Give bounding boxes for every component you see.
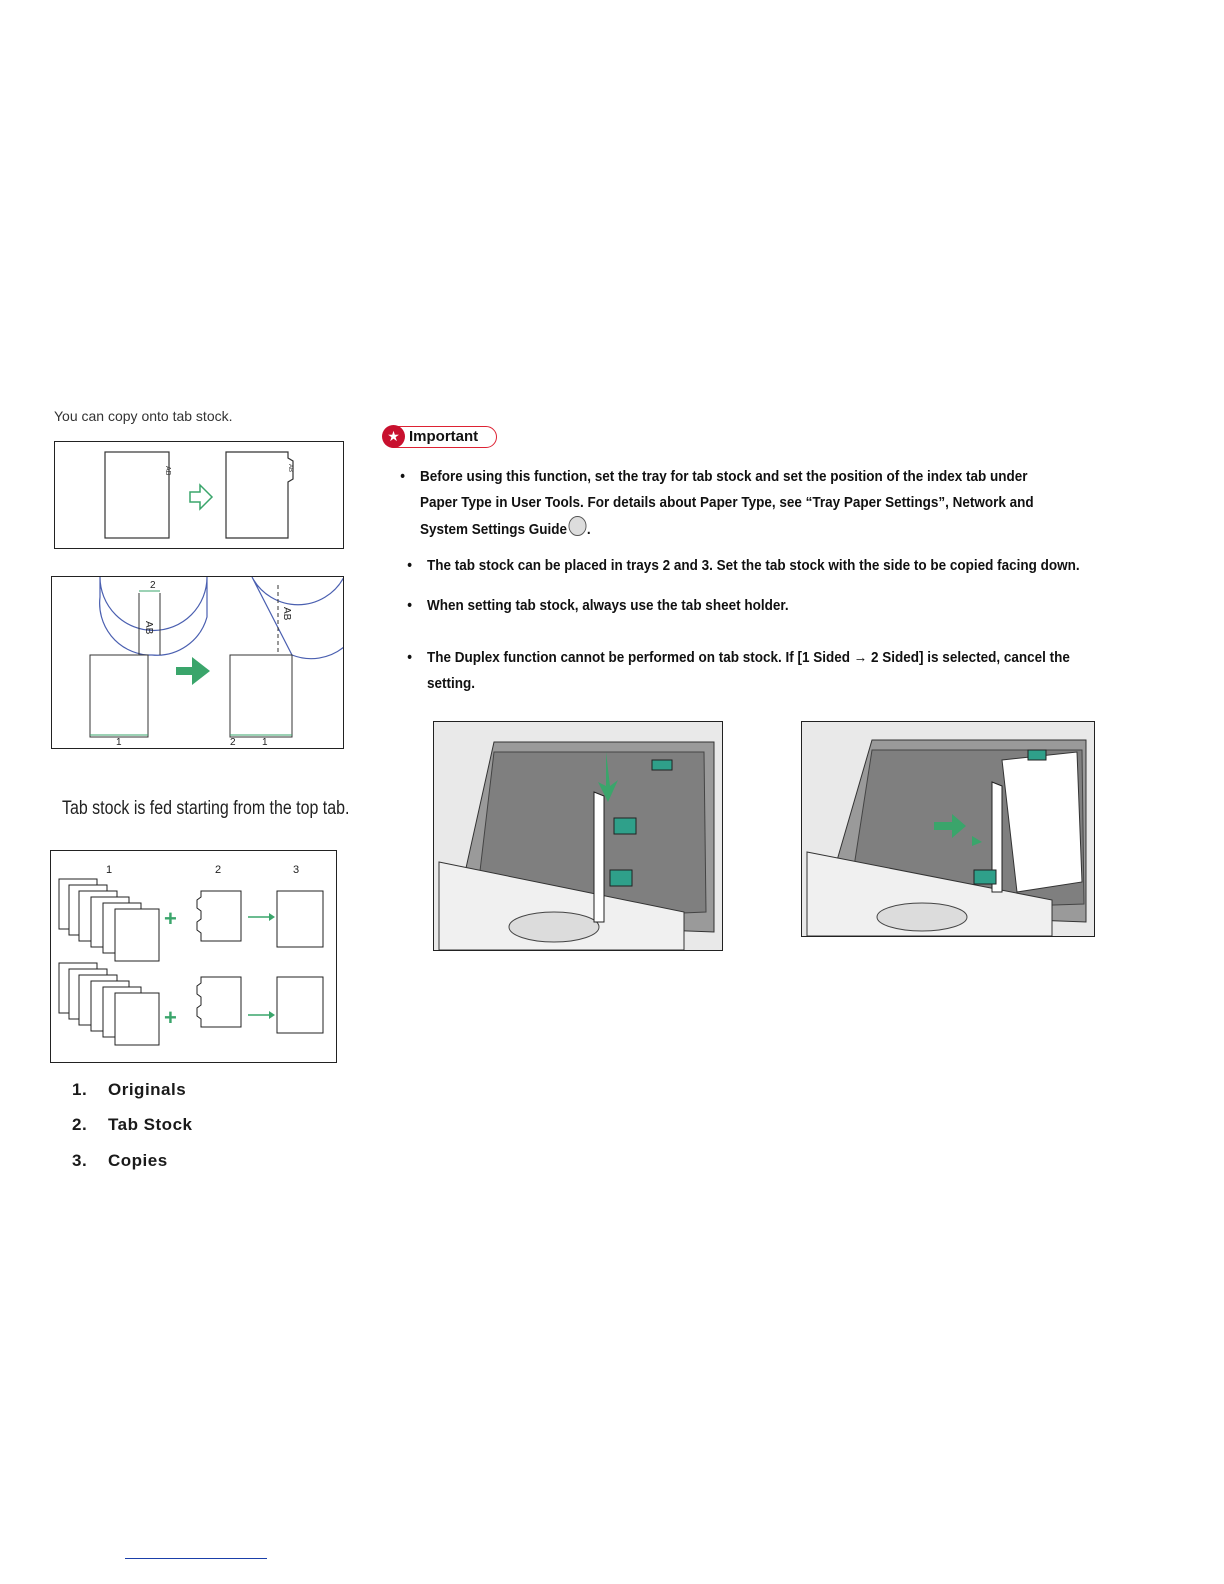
distance-label-2: 2 [150,580,156,591]
distance-label-2b: 2 [230,737,236,748]
copy-page-label: AB [281,607,292,621]
svg-text:AB: AB [287,464,293,473]
tray-figure-right [801,721,1095,937]
legend-item-tab-stock: 2. Tab Stock [72,1115,193,1134]
footer-link-line[interactable] [125,1558,267,1559]
figure-original-to-tab [54,441,344,549]
important-bullet-2: • The tab stock can be placed in trays 2 and 3. Set the tab stock with the side to be copied facing down. [407,557,1080,574]
figure-feed-order [50,850,337,1063]
important-bullet-1: • Before using this function, set the tray for tab stock and set the position of the index tab under Paper Type in User Tools. For details about Paper Type, see “Tray Paper Settings”, Network and System Settings Guide . [400,468,1034,538]
tray-left-drawing [434,722,722,950]
figure-tab-detail [51,576,344,749]
important-bullet-3: • When setting tab stock, always use the tab sheet holder. [407,597,789,614]
outline-arrow-icon [190,485,212,509]
tray-figure-left [433,721,723,951]
column-label-3: 3 [293,864,300,876]
svg-text:+: + [164,906,177,931]
tray-right-drawing [802,722,1094,936]
star-badge-icon: ★ [382,425,405,448]
intro-text: You can copy onto tab stock. [54,408,233,424]
guide-icon [569,516,587,536]
figure-feed-order-drawing [51,851,336,1062]
distance-label-1: 1 [116,737,122,748]
figure-original-to-tab-drawing [55,442,343,548]
svg-text:+: + [164,1005,177,1030]
column-label-1: 1 [106,864,113,876]
important-bullet-4: • The Duplex function cannot be performed on tab stock. If [1 Sided → 2 Sided] is selected, cancel the setting. [407,649,1070,692]
important-label: ★ Important [383,426,497,448]
column-label-2: 2 [215,864,222,876]
feed-statement: Tab stock is fed starting from the top tab. [62,798,350,819]
legend-item-copies: 3. Copies [72,1151,168,1170]
page-label: AB [143,621,154,635]
distance-label-1b: 1 [262,737,268,748]
svg-text:AB: AB [164,466,171,476]
figure-tab-detail-drawing [52,577,343,748]
legend-item-originals: 1. Originals [72,1080,187,1099]
